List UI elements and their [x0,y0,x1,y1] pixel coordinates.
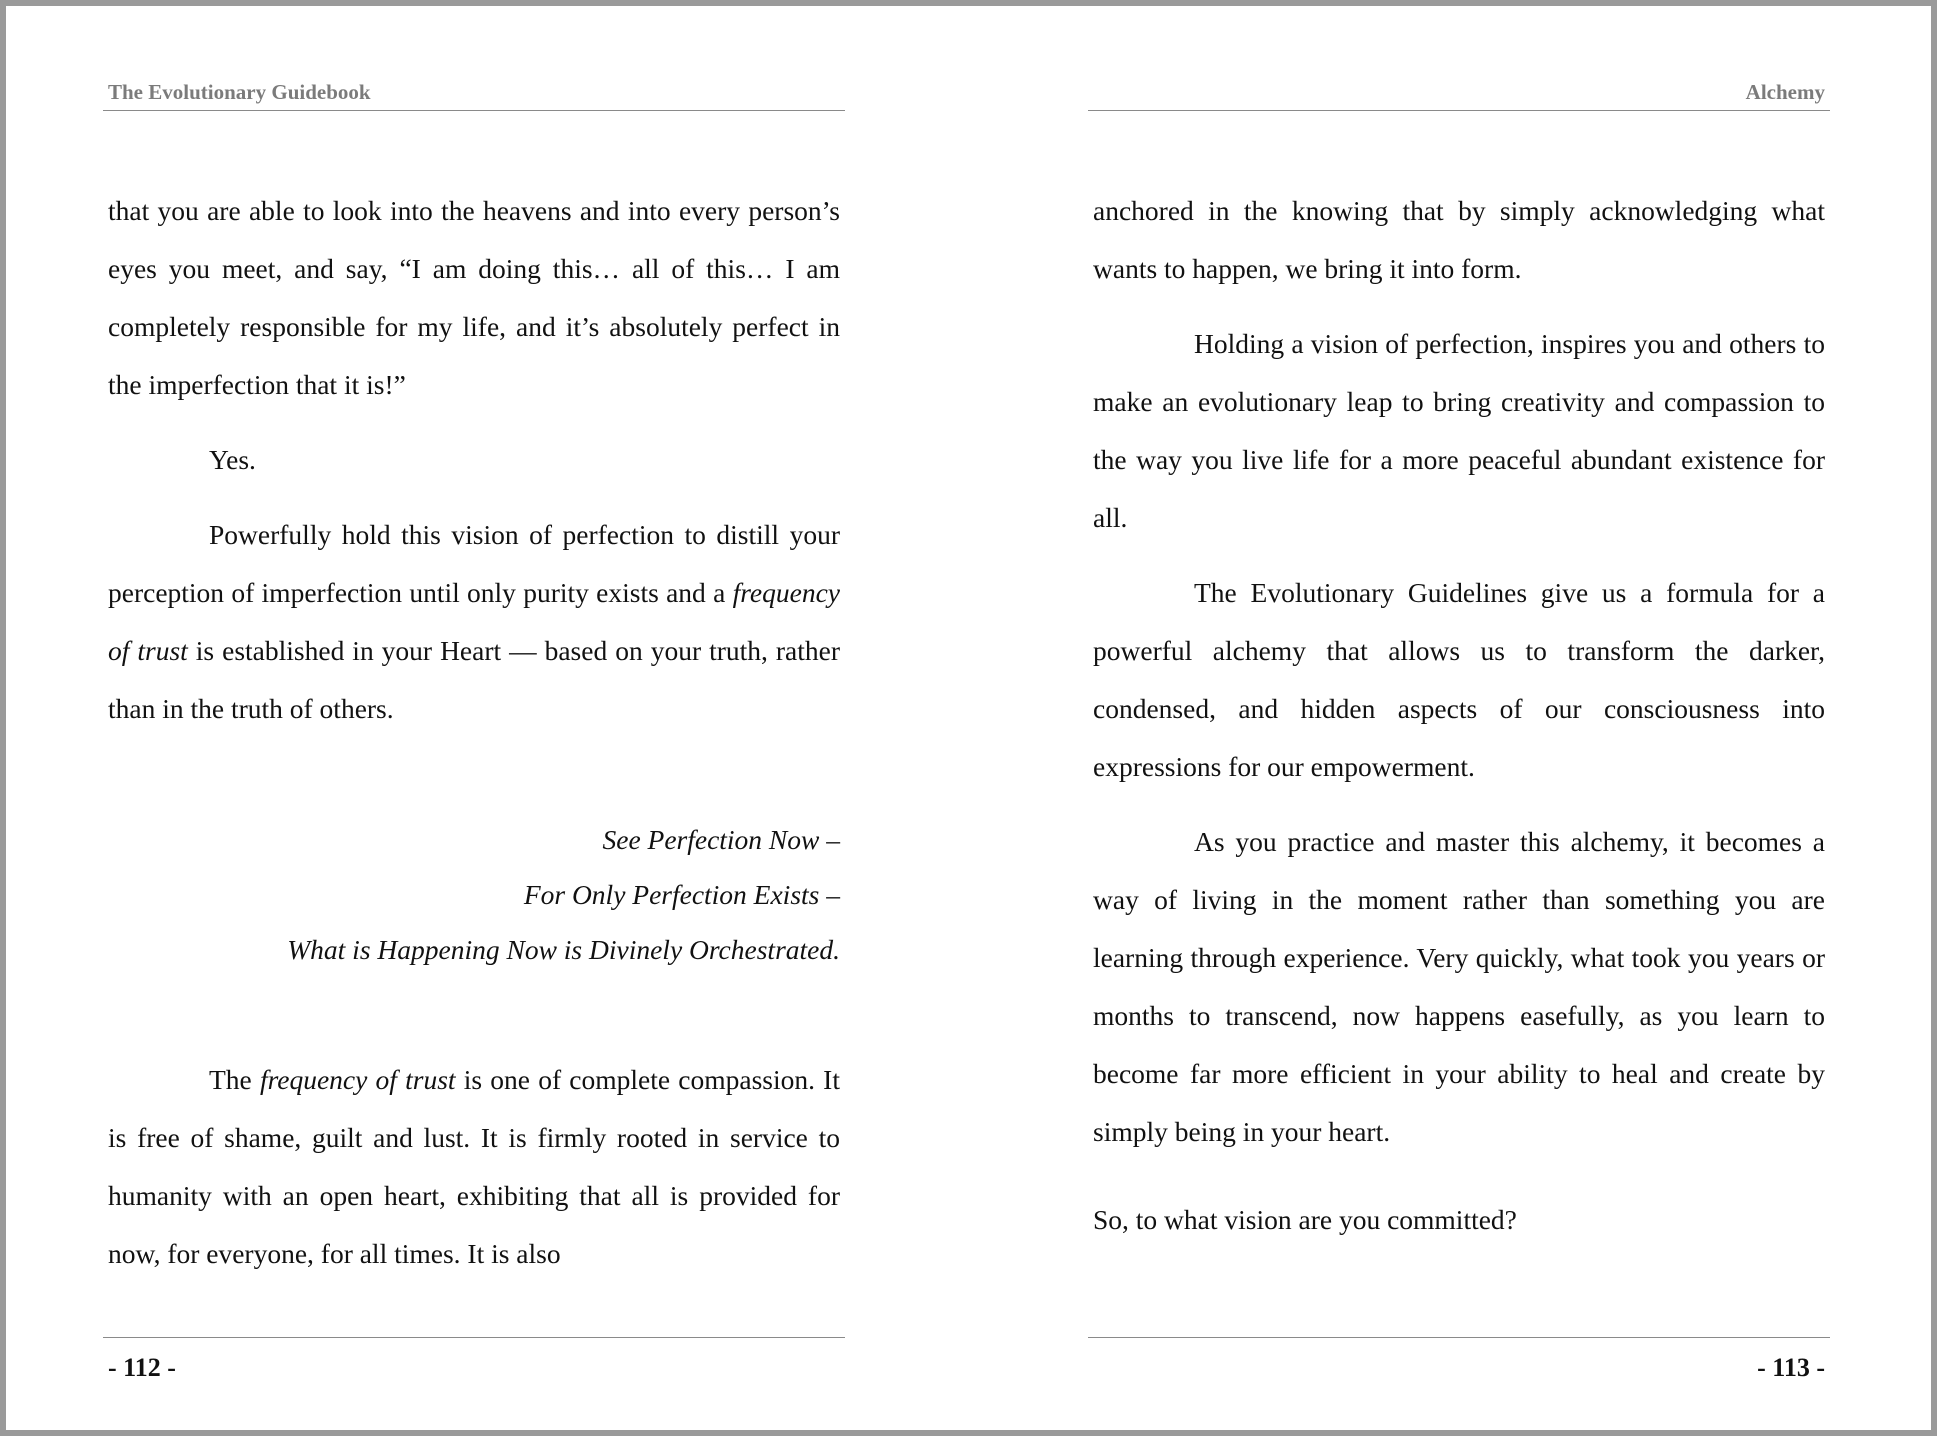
running-head-chapter-title: Alchemy [1745,80,1825,104]
paragraph [108,506,840,738]
emphasis: frequency of trust [108,577,840,666]
paragraph: So, to what vision are you committed? [1093,1204,1517,1235]
epigraph [108,812,840,977]
epigraph-line: See Perfection Now – [602,824,840,855]
footer-rule [103,1337,845,1338]
book-spread [6,6,1931,1430]
header-rule [1088,110,1830,111]
text-run: Powerfully hold this vision of perfection to distill your perception of imperfection until only purity exists and a [108,519,840,608]
paragraph: The Evolutionary Guidelines give us a formula for a powerful alchemy that allows us to transform the darker, condensed, and hidden aspects of our consciousness into expressions for our empowerment. [1093,577,1825,782]
paragraph: Holding a vision of perfection, inspires you and others to make an evolutionary leap to bring creativity and compassion to the way you live life for a more peaceful abundant existence for all. [1093,328,1825,533]
text-run: The [209,1064,260,1095]
paragraph: Yes. [209,444,256,475]
running-head-book-title: The Evolutionary Guidebook [108,80,371,104]
emphasis: frequency of trust [259,1064,456,1095]
paragraph: As you practice and master this alchemy, it becomes a way of living in the moment rather than something you are learning through experience. Very quickly, what took you years or months to transcend, now happens easefully, as you learn to become far more efficient in your ability to heal and create by simply being in your heart. [1093,826,1825,1147]
epigraph-line: What is Happening Now is Divinely Orchestrated. [287,934,840,965]
paragraph [108,1051,840,1283]
left-page-body [108,182,840,1300]
page-number: - 113 - [1757,1353,1825,1382]
text-run: is one of complete compassion. It is free of shame, guilt and lust. It is firmly rooted in service to humanity with an open heart, exhibiting that all is provided for now, for everyone, for all times. It is also [108,1064,840,1269]
paragraph: that you are able to look into the heavens and into every person’s eyes you meet, and say, “I am doing this… all of this… I am completely responsible for my life, and it’s absolutely perfect in the imperfection that it is!” [108,195,840,400]
text-run: is established in your Heart — based on your truth, rather than in the truth of others. [108,635,840,724]
footer-rule [1088,1337,1830,1338]
paragraph: anchored in the knowing that by simply acknowledging what wants to happen, we bring it into form. [1093,195,1825,284]
right-page [1088,6,1830,1430]
page-number: - 112 - [108,1353,176,1382]
left-page [103,6,845,1430]
epigraph-line: For Only Perfection Exists – [523,879,840,910]
header-rule [103,110,845,111]
right-page-body [1093,182,1825,1266]
